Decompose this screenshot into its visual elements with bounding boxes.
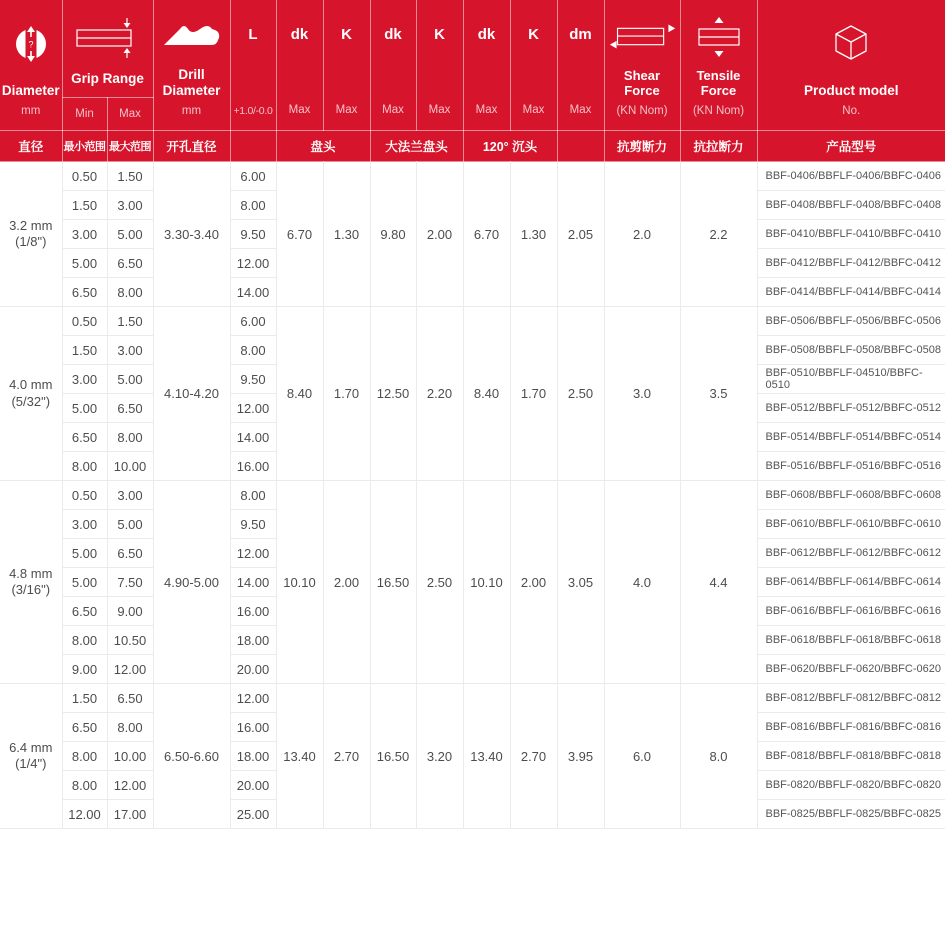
grip-range-icon [64, 6, 152, 70]
grip-min-cell: 0.50 [62, 307, 107, 336]
grip-max-cell: 10.50 [107, 626, 153, 655]
model-cell: BBF-0820/BBFLF-0820/BBFC-0820 [757, 771, 945, 800]
shear-force-cell: 3.0 [604, 307, 680, 481]
col-header-dk-flange [370, 0, 416, 131]
diameter-cell: 3.2 mm (1/8") [0, 162, 62, 307]
model-cell: BBF-0514/BBFLF-0514/BBFC-0514 [757, 423, 945, 452]
model-cell: BBF-0620/BBFLF-0620/BBFC-0620 [757, 655, 945, 684]
grip-max-cell: 6.50 [107, 394, 153, 423]
grip-min-cell: 8.00 [62, 771, 107, 800]
grip-min-cell: 8.00 [62, 626, 107, 655]
model-cell: BBF-0410/BBFLF-0410/BBFC-0410 [757, 220, 945, 249]
grip-max-cell: 8.00 [107, 713, 153, 742]
length-cell: 14.00 [230, 278, 276, 307]
col-sub-drill-diameter: mm [181, 104, 202, 117]
k-pan-cell: 2.70 [323, 684, 370, 829]
grip-min-cell: 5.00 [62, 249, 107, 278]
col-header-dk-pan [276, 0, 323, 131]
col-sub-shear-force: (KN Nom) [616, 104, 668, 117]
grip-max-cell: 1.50 [107, 307, 153, 336]
length-cell: 16.00 [230, 597, 276, 626]
model-cell: BBF-0825/BBFLF-0825/BBFC-0825 [757, 800, 945, 829]
col-sub-dk-csk: Max [475, 103, 498, 116]
cn-label-flange-head: 大法兰盘头 [370, 131, 463, 162]
k-flange-cell: 2.20 [416, 307, 463, 481]
col-label-length: L [248, 26, 258, 43]
col-header-k-csk [510, 0, 557, 131]
dk-flange-cell: 9.80 [370, 162, 416, 307]
col-header-k-pan [323, 0, 370, 131]
col-header-diameter [0, 0, 62, 131]
table-row [0, 307, 945, 336]
dm-cell: 2.05 [557, 162, 604, 307]
length-cell: 16.00 [230, 713, 276, 742]
model-cell: BBF-0612/BBFLF-0612/BBFC-0612 [757, 539, 945, 568]
k-pan-cell: 2.00 [323, 481, 370, 684]
col-sub-tensile-force: (KN Nom) [692, 104, 745, 117]
dm-cell: 3.05 [557, 481, 604, 684]
dk-csk-cell: 13.40 [463, 684, 510, 829]
col-sub-product-model: No. [842, 104, 861, 117]
drill-diameter-cell: 4.10-4.20 [153, 307, 230, 481]
col-sub-dk-pan: Max [288, 103, 311, 116]
cn-label-tensile: 抗拉断力 [680, 131, 757, 162]
drill-diameter-cell: 3.30-3.40 [153, 162, 230, 307]
grip-max-cell: 10.00 [107, 742, 153, 771]
shear-force-icon [606, 6, 679, 68]
grip-min-cell: 5.00 [62, 539, 107, 568]
grip-min-cell: 8.00 [62, 742, 107, 771]
grip-min-cell: 1.50 [62, 336, 107, 365]
cn-label-product: 产品型号 [757, 131, 945, 162]
col-header-grip-max: Max [107, 97, 153, 130]
grip-max-cell: 10.00 [107, 452, 153, 481]
col-label-k-csk: K [528, 26, 539, 43]
length-cell: 12.00 [230, 249, 276, 278]
col-label-tensile-force: Tensile Force [696, 67, 741, 99]
col-header-drill-diameter [153, 0, 230, 131]
grip-min-cell: 3.00 [62, 220, 107, 249]
length-cell: 12.00 [230, 394, 276, 423]
product-box-icon [759, 6, 945, 83]
model-cell: BBF-0414/BBFLF-0414/BBFC-0414 [757, 278, 945, 307]
dk-pan-cell: 10.10 [276, 481, 323, 684]
dk-pan-cell: 6.70 [276, 162, 323, 307]
dk-flange-cell: 12.50 [370, 307, 416, 481]
cn-label-grip-min: 最小范围 [62, 131, 107, 162]
grip-min-cell: 1.50 [62, 684, 107, 713]
col-sub-k-flange: Max [428, 103, 451, 116]
k-csk-cell: 2.00 [510, 481, 557, 684]
grip-min-cell: 0.50 [62, 481, 107, 510]
grip-max-cell: 8.00 [107, 423, 153, 452]
length-cell: 8.00 [230, 191, 276, 220]
col-sub-diameter: mm [21, 104, 41, 117]
model-cell: BBF-0516/BBFLF-0516/BBFC-0516 [757, 452, 945, 481]
grip-min-cell: 6.50 [62, 713, 107, 742]
diameter-cell: 6.4 mm (1/4") [0, 684, 62, 829]
model-cell: BBF-0818/BBFLF-0818/BBFC-0818 [757, 742, 945, 771]
grip-min-cell: 8.00 [62, 452, 107, 481]
grip-min-cell: 5.00 [62, 394, 107, 423]
grip-max-cell: 5.00 [107, 220, 153, 249]
k-csk-cell: 1.70 [510, 307, 557, 481]
length-cell: 12.00 [230, 684, 276, 713]
col-header-grip-range [62, 0, 153, 97]
col-header-dm [557, 0, 604, 131]
tensile-force-cell: 3.5 [680, 307, 757, 481]
length-cell: 8.00 [230, 481, 276, 510]
grip-max-cell: 1.50 [107, 162, 153, 191]
length-cell: 6.00 [230, 307, 276, 336]
col-sub-dk-flange: Max [382, 103, 404, 116]
col-sub-k-pan: Max [335, 103, 358, 116]
grip-max-cell: 9.00 [107, 597, 153, 626]
k-pan-cell: 1.70 [323, 307, 370, 481]
length-cell: 25.00 [230, 800, 276, 829]
table-row [0, 162, 945, 191]
model-cell: BBF-0812/BBFLF-0812/BBFC-0812 [757, 684, 945, 713]
col-header-dk-csk [463, 0, 510, 131]
col-header-grip-min: Min [62, 97, 107, 130]
col-label-dk-flange: dk [384, 26, 402, 43]
length-cell: 9.50 [230, 510, 276, 539]
grip-max-cell: 3.00 [107, 336, 153, 365]
col-label-diameter: Diameter [1, 82, 60, 98]
grip-min-cell: 12.00 [62, 800, 107, 829]
col-label-dm: dm [569, 26, 592, 43]
tensile-force-cell: 8.0 [680, 684, 757, 829]
cn-label-grip-max: 最大范围 [107, 131, 153, 162]
length-cell: 6.00 [230, 162, 276, 191]
col-label-product-model: Product model [803, 82, 899, 98]
length-cell: 9.50 [230, 220, 276, 249]
model-cell: BBF-0610/BBFLF-0610/BBFC-0610 [757, 510, 945, 539]
length-cell: 18.00 [230, 626, 276, 655]
grip-max-cell: 5.00 [107, 510, 153, 539]
grip-max-cell: 6.50 [107, 249, 153, 278]
col-label-dk-csk: dk [477, 26, 496, 43]
drill-bit-icon [155, 6, 229, 67]
dk-csk-cell: 6.70 [463, 162, 510, 307]
grip-min-cell: 9.00 [62, 655, 107, 684]
grip-max-cell: 17.00 [107, 800, 153, 829]
shear-force-cell: 4.0 [604, 481, 680, 684]
col-label-drill-diameter: Drill Diameter [162, 66, 221, 98]
table-row [0, 684, 945, 713]
drill-diameter-cell: 6.50-6.60 [153, 684, 230, 829]
model-cell: BBF-0618/BBFLF-0618/BBFC-0618 [757, 626, 945, 655]
col-sub-dm: Max [569, 103, 592, 116]
model-cell: BBF-0816/BBFLF-0816/BBFC-0816 [757, 713, 945, 742]
length-cell: 18.00 [230, 742, 276, 771]
shear-force-cell: 6.0 [604, 684, 680, 829]
col-label-grip-range: Grip Range [71, 70, 144, 86]
col-header-length [230, 0, 276, 131]
cn-label-pan-head: 盘头 [276, 131, 370, 162]
dk-pan-cell: 13.40 [276, 684, 323, 829]
diameter-cell: 4.0 mm (5/32") [0, 307, 62, 481]
length-cell: 12.00 [230, 539, 276, 568]
col-sub-length: +1.0/-0.0 [233, 104, 273, 117]
cn-label-dm [557, 131, 604, 162]
model-cell: BBF-0616/BBFLF-0616/BBFC-0616 [757, 597, 945, 626]
col-label-k-pan: K [341, 26, 352, 43]
grip-max-cell: 6.50 [107, 539, 153, 568]
cn-label-countersunk: 120° 沉头 [463, 131, 557, 162]
dk-pan-cell: 8.40 [276, 307, 323, 481]
model-cell: BBF-0412/BBFLF-0412/BBFC-0412 [757, 249, 945, 278]
drill-diameter-cell: 4.90-5.00 [153, 481, 230, 684]
dk-flange-cell: 16.50 [370, 684, 416, 829]
grip-min-cell: 1.50 [62, 191, 107, 220]
length-cell: 20.00 [230, 655, 276, 684]
col-label-shear-force: Shear Force [623, 67, 661, 99]
col-header-shear-force [604, 0, 680, 131]
model-cell: BBF-0510/BBFLF-04510/BBFC-0510 [757, 365, 945, 394]
shear-force-cell: 2.0 [604, 162, 680, 307]
col-header-k-flange [416, 0, 463, 131]
dk-csk-cell: 8.40 [463, 307, 510, 481]
k-pan-cell: 1.30 [323, 162, 370, 307]
tensile-force-cell: 4.4 [680, 481, 757, 684]
grip-min-cell: 6.50 [62, 597, 107, 626]
grip-max-cell: 3.00 [107, 481, 153, 510]
grip-min-cell: 6.50 [62, 423, 107, 452]
grip-min-cell: 6.50 [62, 278, 107, 307]
chinese-header-row [0, 131, 945, 162]
length-cell: 20.00 [230, 771, 276, 800]
grip-min-cell: 3.00 [62, 365, 107, 394]
grip-max-cell: 12.00 [107, 655, 153, 684]
length-cell: 8.00 [230, 336, 276, 365]
diameter-icon [1, 6, 61, 83]
dm-cell: 3.95 [557, 684, 604, 829]
dk-csk-cell: 10.10 [463, 481, 510, 684]
table-row [0, 481, 945, 510]
cn-label-diameter: 直径 [0, 131, 62, 162]
grip-max-cell: 12.00 [107, 771, 153, 800]
grip-max-cell: 5.00 [107, 365, 153, 394]
length-cell: 14.00 [230, 423, 276, 452]
diameter-cell: 4.8 mm (3/16") [0, 481, 62, 684]
cn-label-length [230, 131, 276, 162]
k-flange-cell: 3.20 [416, 684, 463, 829]
tensile-force-icon [682, 6, 756, 68]
model-cell: BBF-0408/BBFLF-0408/BBFC-0408 [757, 191, 945, 220]
k-flange-cell: 2.00 [416, 162, 463, 307]
svg-text:?: ? [28, 39, 34, 50]
grip-max-cell: 8.00 [107, 278, 153, 307]
model-cell: BBF-0406/BBFLF-0406/BBFC-0406 [757, 162, 945, 191]
model-cell: BBF-0506/BBFLF-0506/BBFC-0506 [757, 307, 945, 336]
k-flange-cell: 2.50 [416, 481, 463, 684]
col-sub-k-csk: Max [522, 103, 545, 116]
table-header [0, 0, 945, 162]
model-cell: BBF-0608/BBFLF-0608/BBFC-0608 [757, 481, 945, 510]
length-cell: 9.50 [230, 365, 276, 394]
length-cell: 16.00 [230, 452, 276, 481]
col-header-tensile-force [680, 0, 757, 131]
spec-table-body [0, 162, 945, 829]
k-csk-cell: 2.70 [510, 684, 557, 829]
grip-min-cell: 5.00 [62, 568, 107, 597]
grip-min-cell: 0.50 [62, 162, 107, 191]
cn-label-drill: 开孔直径 [153, 131, 230, 162]
dk-flange-cell: 16.50 [370, 481, 416, 684]
k-csk-cell: 1.30 [510, 162, 557, 307]
model-cell: BBF-0508/BBFLF-0508/BBFC-0508 [757, 336, 945, 365]
tensile-force-cell: 2.2 [680, 162, 757, 307]
grip-max-cell: 6.50 [107, 684, 153, 713]
cn-label-shear: 抗剪断力 [604, 131, 680, 162]
grip-min-cell: 3.00 [62, 510, 107, 539]
model-cell: BBF-0614/BBFLF-0614/BBFC-0614 [757, 568, 945, 597]
grip-max-cell: 3.00 [107, 191, 153, 220]
col-label-k-flange: K [434, 26, 445, 43]
model-cell: BBF-0512/BBFLF-0512/BBFC-0512 [757, 394, 945, 423]
length-cell: 14.00 [230, 568, 276, 597]
col-label-dk-pan: dk [290, 26, 309, 43]
col-header-product-model [757, 0, 945, 131]
grip-max-cell: 7.50 [107, 568, 153, 597]
dm-cell: 2.50 [557, 307, 604, 481]
